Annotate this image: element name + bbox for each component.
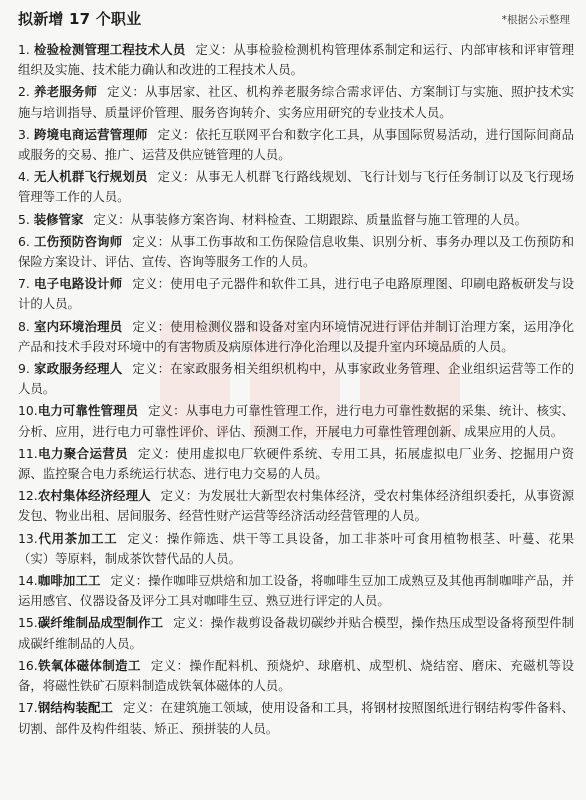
occupation-definition: 定义：操作裁剪设备裁切碳纱并贴合模型，操作热压成型设备将预型件制成碳纤维制品的人员。 (18, 615, 575, 651)
occupation-definition: 定义：依托互联网平台和数字化工具，从事国际贸易活动，进行国际间商品或服务的交易、推广、运营及供应链管理的人员。 (18, 126, 575, 163)
occupation-name: 工伤预防咨询师 (34, 233, 123, 249)
occupation-definition: 定义：为发展壮大新型农村集体经济，受农村集体经济组织委托，从事资源发包、物业出租、居间服务、经营性财产运营等经济活动经营管理的人员。 (18, 488, 575, 524)
list-item (18, 529, 574, 569)
occupation-name: 装修管家 (33, 211, 84, 227)
occupation-name: 无人机群飞行规划员 (34, 169, 148, 185)
header (14, 8, 576, 34)
occupation-definition: 定义：操作筛选、烘干等工具设备，加工非茶叶可食用植物根茎、叶蔓、花果（实）等原料，制成茶饮替代品的人员。 (18, 530, 575, 566)
item-number: 13. (18, 530, 38, 546)
occupation-name: 室内环境治理员 (34, 318, 123, 334)
occupation-definition: 定义：操作咖啡豆烘焙和加工设备，将咖啡生豆加工成熟豆及其他再制咖啡产品，并运用感官、仪器设备及评分工具对咖啡生豆、熟豆进行评定的人员。 (18, 573, 575, 609)
item-number: 2. (18, 84, 30, 100)
list-item (18, 656, 574, 696)
occupation-definition: 定义：在建筑施工领域，使用设备和工具，将钢材按照图纸进行钢结构零件备料、切割、部件及构件组装、矫正、预拼装的人员。 (18, 700, 575, 736)
occupation-name: 电力聚合运营员 (37, 445, 129, 461)
item-number: 10. (18, 403, 38, 419)
occupation-definition: 定义：操作配料机、预烧炉、球磨机、成型机、烧结窑、磨床、充磁机等设备，将磁性铁矿石原料制造成铁氧体磁体的人员。 (18, 657, 575, 694)
occupation-definition: 定义：从事无人机群飞行路线规划、飞行计划与飞行任务制订以及飞行现场管理等工作的人员。 (18, 169, 575, 205)
occupation-name: 跨境电商运营管理师 (34, 126, 148, 142)
item-number: 12. (18, 488, 38, 504)
occupation-name: 电力可靠性管理员 (37, 403, 139, 419)
occupation-definition: 定义：在家政服务相关组织机构中，从事家政业务管理、企业组织运营等工作的人员。 (18, 361, 575, 397)
item-number: 9. (18, 361, 30, 377)
occupation-name: 养老服务师 (34, 84, 98, 100)
occupation-name: 检验检测管理工程技术人员 (34, 42, 186, 57)
item-number: 1. (18, 42, 30, 57)
list-item (18, 317, 574, 357)
item-number: 7. (18, 276, 30, 292)
list-item (18, 82, 574, 122)
occupation-name: 农村集体经济经理人 (37, 488, 151, 504)
item-number: 11. (18, 445, 38, 461)
occupation-list (18, 40, 574, 741)
source-note: *根据公示整理 (501, 14, 570, 26)
occupation-definition: 定义：使用电子元器件和软件工具，进行电子电路原理图、印刷电路板研发与设计的人员。 (18, 276, 575, 312)
list-item (18, 232, 574, 272)
occupation-name: 碳纤维制品成型制作工 (37, 615, 164, 631)
list-item (18, 486, 574, 526)
occupation-name: 钢结构装配工 (37, 700, 114, 716)
list-item (18, 359, 574, 399)
item-number: 8. (18, 318, 30, 334)
list-item (18, 40, 574, 80)
list-item (18, 401, 574, 441)
occupation-definition: 定义：使用检测仪器和设备对室内环境情况进行评估并制订治理方案，运用净化产品和技术手段对环境中的有害物质及病原体进行净化治理以及提升室内环境品质的人员。 (18, 318, 575, 354)
list-item (18, 444, 574, 484)
item-number: 3. (18, 126, 30, 142)
occupation-name: 代用茶加工工 (37, 530, 118, 546)
occupation-name: 电子电路设计师 (34, 276, 123, 292)
list-item (18, 274, 574, 314)
list-item (18, 125, 574, 165)
occupation-definition: 定义：从事电力可靠性管理工作，进行电力可靠性数据的采集、统计、核实、分析、应用，进行电力可靠性评价、评估、预测工作，开展电力可靠性管理创新、成果应用的人员。 (18, 403, 575, 439)
occupation-definition: 定义：从事检验检测机构管理体系制定和运行、内部审核和评审管理组织及实施、技术能力确认和改进的工程技术人员。 (18, 42, 575, 78)
list-item (18, 698, 574, 738)
list-item (18, 613, 574, 653)
occupation-definition: 定义：从事居家、社区、机构养老服务综合需求评估、方案制订与实施、照护技术实施与培训指导、质量评价管理、服务咨询转介、实务应用研究的专业技术人员。 (18, 84, 575, 120)
page-title: 拟新增 17 个职业 (18, 10, 142, 28)
occupation-definition: 定义：从事工伤事故和工伤保险信息收集、识别分析、事务办理以及工伤预防和保险方案设计、评估、宣传、咨询等服务工作的人员。 (18, 233, 575, 270)
occupation-name: 铁氧体磁体制造工 (37, 657, 141, 673)
item-number: 15. (18, 615, 38, 631)
occupation-name: 家政服务经理人 (34, 361, 123, 377)
item-number: 6. (18, 233, 30, 249)
list-item (18, 210, 574, 230)
occupation-name: 咖啡加工工 (37, 573, 101, 589)
item-number: 4. (18, 169, 30, 185)
list-item (18, 571, 574, 611)
list-item (18, 167, 574, 207)
item-number: 14. (18, 573, 38, 589)
item-number: 16. (18, 657, 38, 673)
occupation-definition: 定义：使用虚拟电厂软硬件系统、专用工具，拓展虚拟电厂业务、挖掘用户资源、监控聚合电力系统运行状态、进行电力交易的人员。 (18, 445, 575, 482)
item-number: 5. (18, 211, 30, 227)
occupation-definition: 定义：从事装修方案咨询、材料检查、工期跟踪、质量监督与施工管理的人员。 (93, 211, 528, 227)
item-number: 17. (18, 700, 38, 716)
